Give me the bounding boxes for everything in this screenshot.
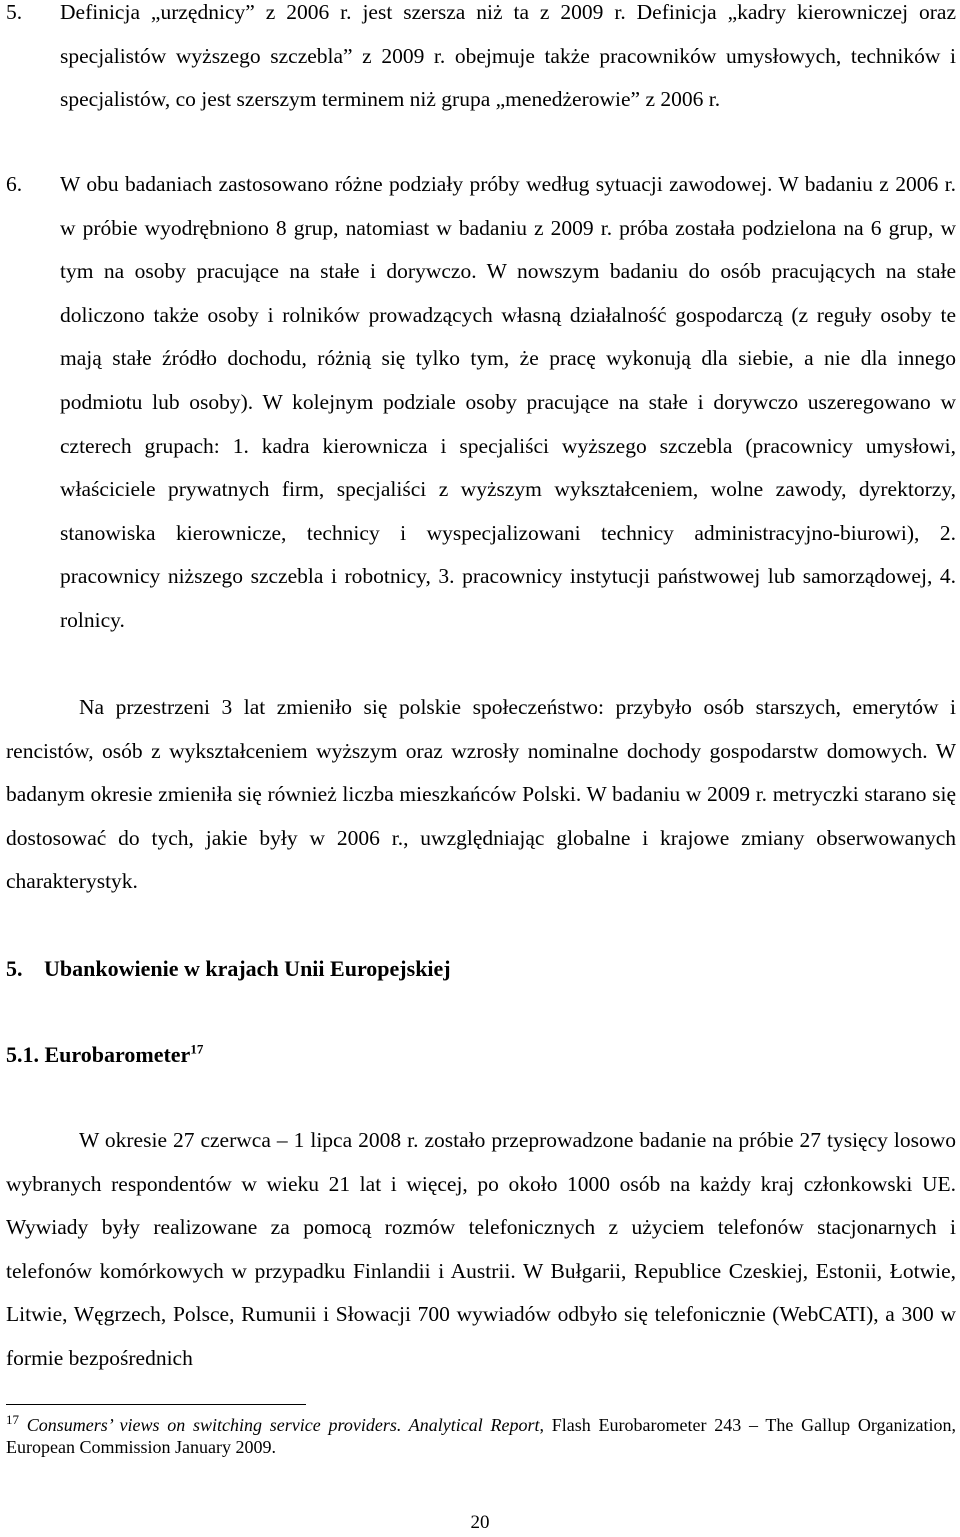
footnote-reference[interactable]: 17 [190, 1041, 204, 1057]
list-item-text: Definicja „urzędnicy” z 2006 r. jest szersza niż ta z 2009 r. Definicja „kadry kierowniczej oraz specjalistów wyższego szczebla” z 2009 r. obejmuje także pracowników umysłowych, techników i specjalistów, co jest szerszym terminem niż grupa „menedżerowie” z 2006 r. [60, 0, 956, 112]
footnote-text: , Flash Eurobarometer 243 – The Gallup Organization, European Commission January 2009. [6, 1415, 957, 1457]
subsection-title: 5.1. Eurobarometer [6, 1042, 191, 1067]
footnote-title: Consumers’ views on switching service providers. Analytical Report [26, 1415, 540, 1435]
section-number: 5. [6, 956, 23, 981]
body-paragraph: W okresie 27 czerwca – 1 lipca 2008 r. zostało przeprowadzone badanie na próbie 27 tysięcy losowo wybranych respondentów w wieku 21 lat i więcej, po około 1000 osób na każdy kraj członkowski UE. Wywiady były realizowane za pomocą rozmów telefonicznych z użyciem telefonów stacjonarnych i telefonów komórkowych w przypadku Finlandii i Austrii. W Bułgarii, Republice Czeskiej, Estonii, Łotwie, Litwie, Węgrzech, Polsce, Rumunii i Słowacji 700 wywiadów odbyło się telefonicznie (WebCATI), a 300 w formie bezpośrednich [6, 1128, 956, 1370]
list-number: 6. [6, 172, 23, 196]
list-item-text: W obu badaniach zastosowano różne podziały próby według sytuacji zawodowej. W badaniu z 2006 r. w próbie wyodrębniono 8 grup, natomiast w badaniu z 2009 r. próba została podzielona na 6 grup, w tym na osoby pracujące na stałe i dorywczo. W nowszym badaniu do osób pracujących na stałe doliczono także osoby i rolników prowadzących własną działalność gospodarczą (z reguły osoby te mają stałe źródło dochodu, różnią się tylko tym, że pracę wykonują dla siebie, a nie dla innego podmiotu lub osoby). W kolejnym podziale osoby pracujące na stałe i dorywczo uszeregowano w czterech grupach: 1. kadra kierownicza i specjaliści wyższego szczebla (pracownicy umysłowi, właściciele prywatnych firm, specjaliści z wyższym wykształceniem, wolne zawody, dyrektorzy, stanowiska kierownicze, technicy i wyspecjalizowani technicy administracyjno-biurowi), 2. pracownicy niższego szczebla i robotnicy, 3. pracownicy instytucji państwowej lub samorządowej, 4. rolnicy. [60, 172, 956, 632]
body-paragraph: Na przestrzeni 3 lat zmieniło się polskie społeczeństwo: przybyło osób starszych, emerytów i rencistów, osób z wykształceniem wyższym oraz wzrosły nominalne dochody gospodarstw domowych. W badanym okresie zmieniła się również liczba mieszkańców Polski. W badaniu w 2009 r. metryczki starano się dostosować do tych, jakie były w 2006 r., uwzględniając globalne i krajowe zmiany obserwowanych charakterystyk. [6, 695, 956, 894]
list-item-6 [6, 163, 956, 643]
footnote [6, 1414, 956, 1458]
page-number: 20 [470, 1512, 490, 1533]
footnote-number: 17 [6, 1412, 19, 1427]
section-heading [6, 956, 451, 982]
footnote-separator [6, 1404, 306, 1405]
subsection-heading [6, 1042, 203, 1068]
list-item-5 [6, 0, 956, 122]
section-title: Ubankowienie w krajach Unii Europejskiej [44, 956, 451, 981]
list-number: 5. [6, 0, 23, 24]
